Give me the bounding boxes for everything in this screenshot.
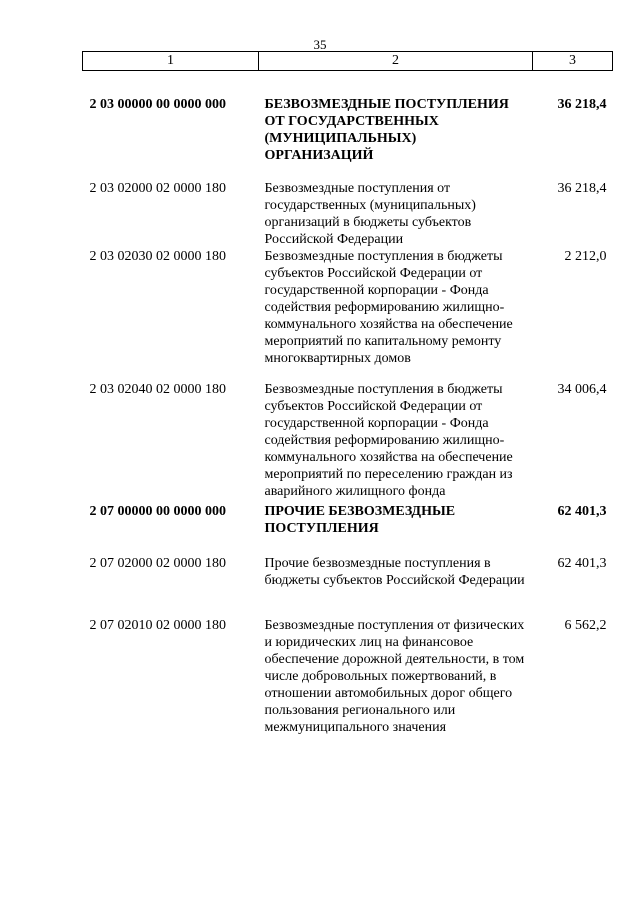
row-name: БЕЗВОЗМЕЗДНЫЕ ПОСТУПЛЕНИЯ ОТ ГОСУДАРСТВЕННЫХ (МУНИЦИПАЛЬНЫХ) ОРГАНИЗАЦИЙ: [264, 97, 509, 163]
row-code: 2 07 00000 00 0000 000: [89, 504, 226, 519]
row-amount: 62 401,3: [557, 556, 607, 571]
header-amount: 3: [533, 52, 613, 71]
row-amount: 36 218,4: [557, 97, 607, 112]
row-amount: 62 401,3: [557, 504, 607, 519]
row-amount: 6 562,2: [564, 618, 607, 633]
row-amount: 36 218,4: [557, 181, 607, 196]
header-code: 1: [83, 52, 259, 71]
row-code: 2 07 02000 02 0000 180: [89, 556, 226, 571]
table-row: [83, 367, 613, 500]
row-name: Безвозмездные поступления от государственных (муниципальных) организаций в бюджеты субъектов Российской Федерации: [264, 181, 476, 247]
row-name: Безвозмездные поступления от физических и юридических лиц на финансовое обеспечение дорожной деятельности, в том числе добровольных пожертвований, в отношении автомобильных дорог общего пользования регионального или межмуниципального значения: [264, 618, 525, 735]
table-row: [83, 500, 613, 541]
table-body: [83, 71, 613, 737]
table-row: [83, 248, 613, 367]
table-row: [83, 617, 613, 736]
row-name: Безвозмездные поступления в бюджеты субъектов Российской Федерации от государственной корпорации - Фонда содействия реформированию жилищно-коммунального хозяйства на обеспечение мероприятий по капитальному ремонту многоквартирных домов: [264, 249, 513, 366]
row-name: ПРОЧИЕ БЕЗВОЗМЕЗДНЫЕ ПОСТУПЛЕНИЯ: [264, 504, 456, 536]
row-name: Безвозмездные поступления в бюджеты субъектов Российской Федерации от государственной корпорации - Фонда содействия реформированию жилищно-коммунального хозяйства на обеспечение мероприятий по переселению граждан из аварийного жилищного фонда: [264, 382, 513, 499]
row-code: 2 07 02010 02 0000 180: [89, 618, 226, 633]
row-code: 2 03 02040 02 0000 180: [89, 382, 226, 397]
row-code: 2 03 02000 02 0000 180: [89, 181, 226, 196]
row-code: 2 03 00000 00 0000 000: [89, 97, 226, 112]
table-row: [83, 168, 613, 248]
row-amount: 2 212,0: [564, 249, 607, 264]
row-name: Прочие безвозмездные поступления в бюджеты субъектов Российской Федерации: [264, 556, 525, 588]
page-number: 35: [313, 37, 327, 52]
budget-table: [82, 51, 613, 736]
row-amount: 34 006,4: [557, 382, 607, 397]
table-header-row: [83, 52, 613, 71]
header-name: 2: [259, 52, 533, 71]
row-code: 2 03 02030 02 0000 180: [89, 249, 226, 264]
table-row: [83, 71, 613, 169]
table-row: [83, 541, 613, 617]
